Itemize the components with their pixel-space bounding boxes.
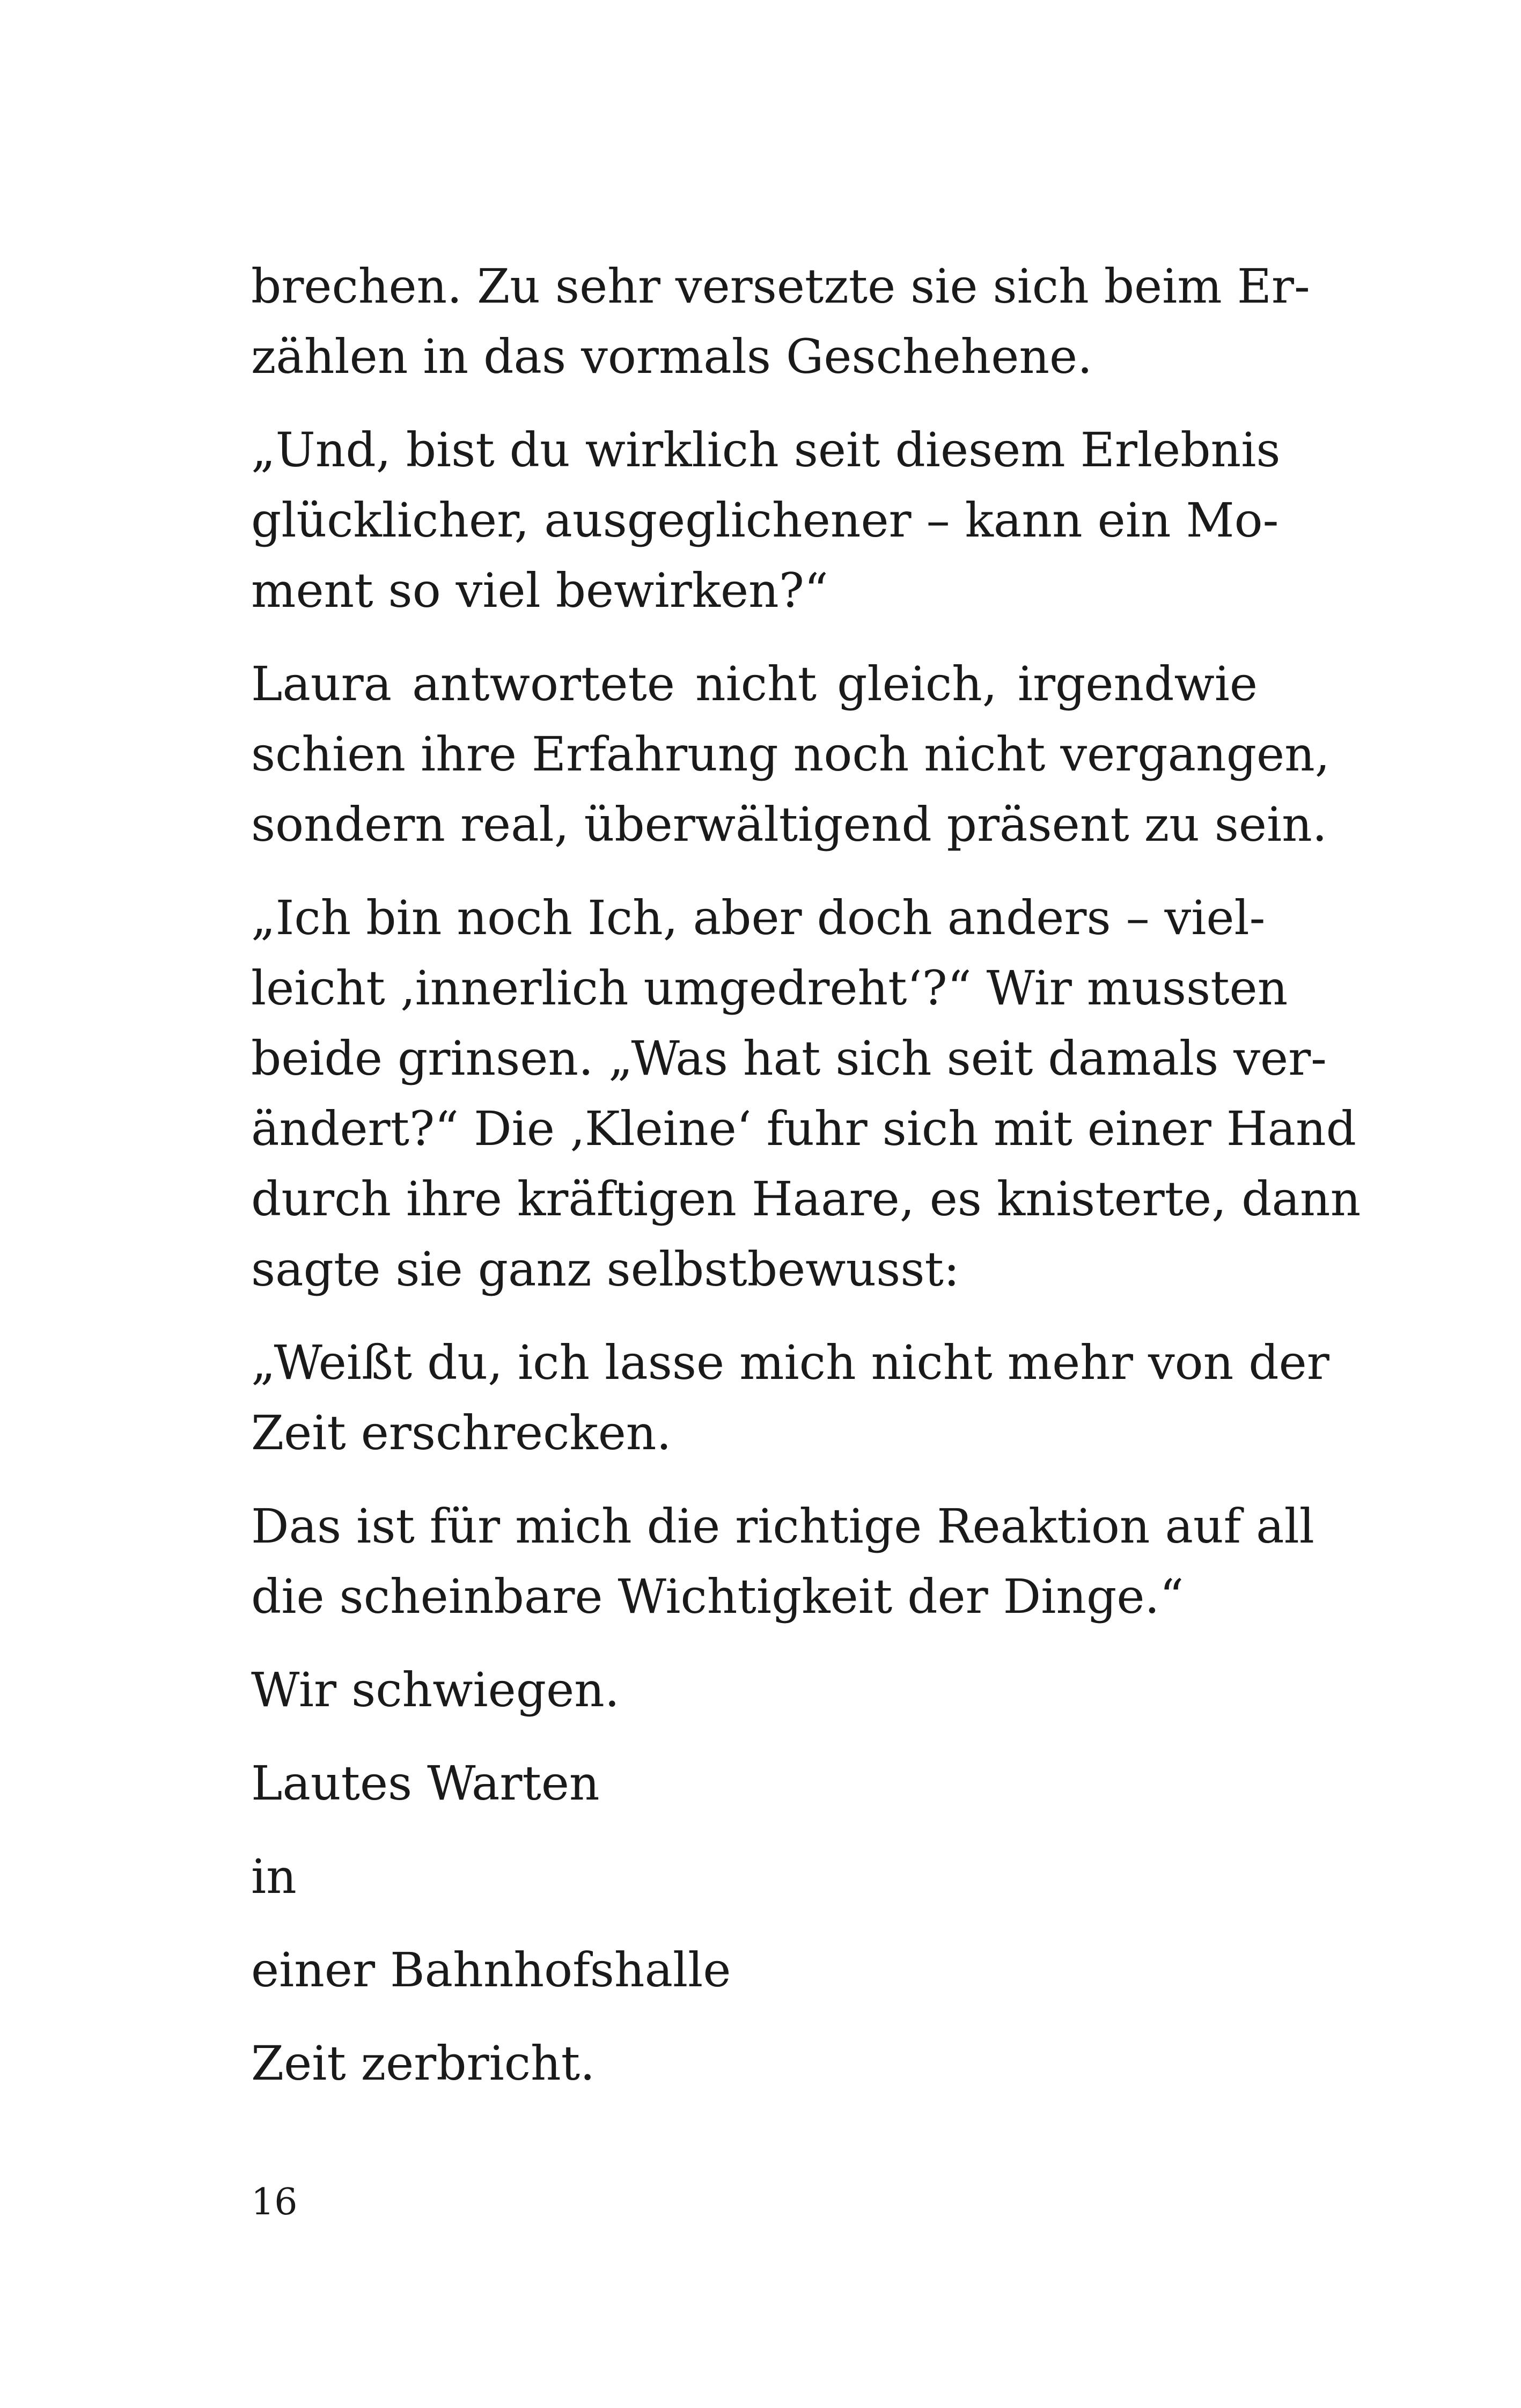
text-line: Laura antwortete nicht gleich, irgendwie bbox=[251, 656, 1258, 711]
paragraph bbox=[251, 883, 1361, 1304]
paragraph bbox=[251, 1491, 1314, 1632]
paragraph bbox=[251, 1841, 1258, 1912]
text-line: schien ihre Erfahrung noch nicht vergangen, bbox=[251, 726, 1330, 782]
text-line: sondern real, überwältigend präsent zu sein. bbox=[251, 797, 1327, 852]
text-line: brechen. Zu sehr versetzte sie sich beim Er- bbox=[251, 259, 1310, 314]
text-line: leicht ‚innerlich umgedreht‘?“ Wir mussten bbox=[251, 960, 1288, 1016]
text-line: in bbox=[251, 1849, 297, 1904]
paragraph bbox=[251, 1655, 1258, 1725]
page-number: 16 bbox=[251, 2181, 298, 2223]
paragraph bbox=[251, 1748, 1258, 1818]
paragraph bbox=[251, 1935, 1258, 2005]
text-line: beide grinsen. „Was hat sich seit damals ver- bbox=[251, 1031, 1327, 1086]
paragraph bbox=[251, 2028, 1258, 2098]
text-line: Wir schwiegen. bbox=[251, 1662, 620, 1717]
text-line: ändert?“ Die ‚Kleine‘ fuhr sich mit einer Hand bbox=[251, 1101, 1357, 1156]
text-line: „Ich bin noch Ich, aber doch anders – viel- bbox=[251, 890, 1266, 945]
text-line: die scheinbare Wichtigkeit der Dinge.“ bbox=[251, 1569, 1184, 1624]
paragraph bbox=[251, 649, 1330, 860]
text-line: Zeit zerbricht. bbox=[251, 2036, 596, 2091]
text-line: durch ihre kräftigen Haare, es knisterte, dann bbox=[251, 1171, 1361, 1227]
text-line: glücklicher, ausgeglichener – kann ein Mo- bbox=[251, 493, 1279, 548]
text-line: Das ist für mich die richtige Reaktion auf all bbox=[251, 1499, 1314, 1554]
text-line: „Und, bist du wirklich seit diesem Erlebnis bbox=[251, 422, 1281, 478]
paragraph bbox=[251, 1327, 1329, 1468]
text-line: „Weißt du, ich lasse mich nicht mehr von der bbox=[251, 1335, 1329, 1390]
text-line: Zeit erschrecken. bbox=[251, 1405, 672, 1460]
text-line: Lautes Warten bbox=[251, 1756, 600, 1811]
text-line: ment so viel bewirken?“ bbox=[251, 563, 828, 618]
text-line: einer Bahnhofshalle bbox=[251, 1942, 731, 1998]
text-line: sagte sie ganz selbstbewusst: bbox=[251, 1242, 960, 1297]
body-text bbox=[251, 251, 1361, 2121]
text-line: zählen in das vormals Geschehene. bbox=[251, 329, 1093, 384]
paragraph bbox=[251, 251, 1310, 392]
paragraph bbox=[251, 415, 1281, 626]
